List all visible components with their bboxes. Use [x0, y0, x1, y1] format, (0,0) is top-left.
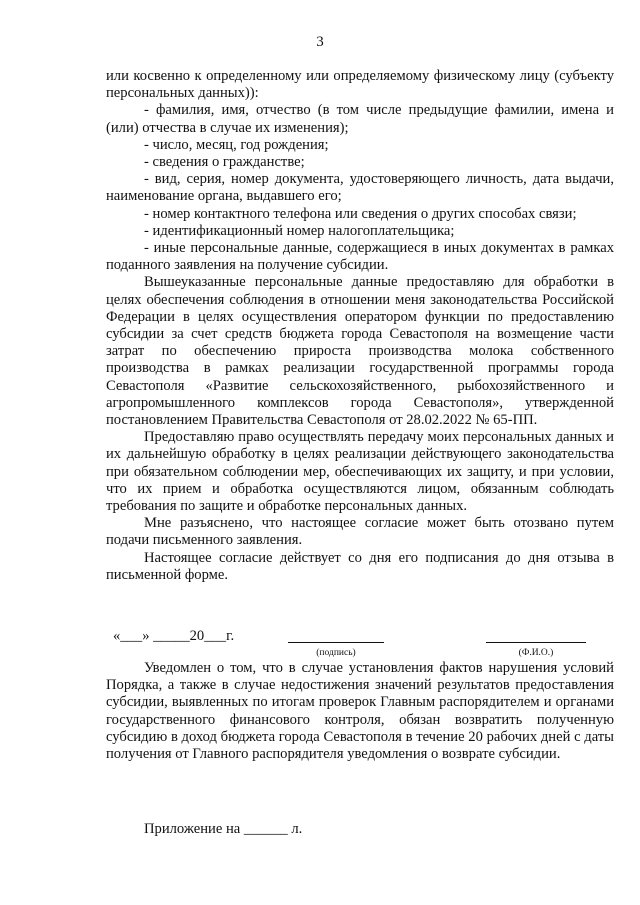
notice-paragraph: Уведомлен о том, что в случае установления фактов нарушения условий Порядка, а также в случае недостижения значений результатов предоставления субсидии, выявленных по итогам проверок Главным распорядителем и органами государственного финансового контроля, обязан возвратить полученную субсидию в доход бюджета города Севастополя в течение 20 рабочих дней с даты получения от Главного распорядителя уведомления о возврате субсидии.	[106, 660, 614, 763]
paragraph-purpose: Вышеуказанные персональные данные предоставляю для обработки в целях обеспечения соблюдения в отношении меня законодательства Российской Федерации в целях осуществления оператором функции по предоставлению субсидии за счет средств бюджета города Севастополя на возмещение части затрат по обеспечению прироста производства молока собственного производства в рамках реализации государственной программы города Севастополя «Развитие сельскохозяйственного, рыбохозяйственного и агропромышленного комплексов города Севастополя», утвержденной постановлением Правительства Севастополя от 28.02.2022 № 65-ПП.	[106, 274, 614, 429]
attachment-line: Приложение на ______ л.	[144, 821, 303, 837]
list-item: - идентификационный номер налогоплательщика;	[144, 222, 455, 239]
paragraph-transfer-right: Предоставляю право осуществлять передачу моих персональных данных и их дальнейшую обработку в целях реализации действующего законодательства при обязательном соблюдении мер, обеспечивающих их защиту, и при условии, что их прием и обработка осуществляются лицом, обязанным соблюдать требования по защите и обработке персональных данных.	[106, 429, 614, 515]
page-number: 3	[316, 34, 324, 50]
paragraph-revocation: Мне разъяснено, что настоящее согласие может быть отозвано путем подачи письменного заявления.	[106, 515, 614, 549]
name-caption: (Ф.И.О.)	[518, 648, 554, 658]
paragraph-validity: Настоящее согласие действует со дня его подписания до дня отзыва в письменной форме.	[106, 549, 614, 583]
list-item: - фамилия, имя, отчество (в том числе предыдущие фамилии, имена и (или) отчества в случае их изменения);	[106, 102, 614, 136]
paragraph-intro: или косвенно к определенному или определяемому физическому лицу (субъекту персональных данных)):	[106, 68, 614, 102]
date-blank: «___» _____20___г.	[113, 628, 235, 644]
signature-caption: (подпись)	[316, 648, 356, 658]
list-item: - сведения о гражданстве;	[144, 154, 305, 171]
list-item: - число, месяц, год рождения;	[144, 136, 329, 153]
refund-notice	[106, 660, 614, 763]
list-item: - иные персональные данные, содержащиеся в иных документах в рамках поданного заявления на получение субсидии.	[106, 240, 614, 274]
name-line	[486, 642, 586, 643]
signature-line	[288, 642, 384, 643]
list-item: - номер контактного телефона или сведения о других способах связи;	[144, 205, 577, 222]
signature-row	[106, 628, 614, 662]
list-item: - вид, серия, номер документа, удостоверяющего личность, дата выдачи, наименование органа, выдавшего его;	[106, 171, 614, 205]
consent-body	[106, 68, 614, 584]
